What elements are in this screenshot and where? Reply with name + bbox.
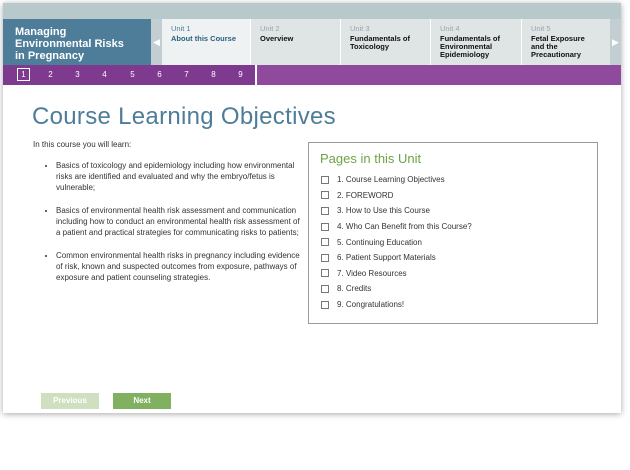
course-title-line: in Pregnancy — [15, 50, 85, 62]
unit-number: Unit 2 — [260, 24, 280, 33]
page-link-item[interactable] — [321, 203, 472, 219]
page-link-label: 6. Patient Support Materials — [337, 253, 436, 263]
page-link-label: 7. Video Resources — [337, 268, 407, 278]
page-link-label: 2. FOREWORD — [337, 190, 394, 200]
page-number-3[interactable]: 3 — [75, 70, 80, 79]
unit-tab-1[interactable] — [162, 19, 251, 65]
unit-tab-4[interactable] — [431, 19, 522, 65]
page-number-9[interactable]: 9 — [238, 70, 243, 79]
previous-button[interactable]: Previous — [41, 393, 99, 409]
checkbox-icon[interactable] — [321, 176, 329, 184]
learning-objectives-list — [40, 160, 301, 295]
pages-panel-title: Pages in this Unit — [320, 151, 422, 166]
page-link-label: 3. How to Use this Course — [337, 206, 430, 216]
unit-name: About this Course — [171, 34, 236, 43]
unit-name: Fetal Exposure and the Precautionary — [531, 34, 585, 59]
page-title: Course Learning Objectives — [32, 103, 336, 130]
course-title — [3, 19, 151, 65]
page-link-label: 9. Congratulations! — [337, 300, 405, 310]
page-number-8[interactable]: 8 — [211, 70, 216, 79]
unit-header — [3, 19, 621, 65]
unit-scroll-right-button[interactable] — [610, 19, 621, 65]
intro-text: In this course you will learn: — [33, 140, 132, 149]
unit-number: Unit 4 — [440, 24, 460, 33]
page-link-item[interactable] — [321, 266, 472, 282]
page-number-1[interactable]: 1 — [17, 68, 30, 81]
checkbox-icon[interactable] — [321, 238, 329, 246]
page-number-4[interactable]: 4 — [102, 70, 107, 79]
checkbox-icon[interactable] — [321, 223, 329, 231]
objective-item: • Basics of toxicology and epidemiology including how environmental risks are identified and evaluated and why the embryo/fetus is vulnerable; — [56, 160, 301, 193]
unit-name: Fundamentals of Toxicology — [350, 34, 411, 51]
checkbox-icon[interactable] — [321, 207, 329, 215]
checkbox-icon[interactable] — [321, 301, 329, 309]
unit-name: Overview — [260, 34, 294, 43]
course-title-line: Managing — [15, 26, 67, 38]
page-link-label: 8. Credits — [337, 284, 372, 294]
unit-number: Unit 1 — [171, 24, 191, 33]
unit-number: Unit 5 — [531, 24, 551, 33]
pages-in-unit-panel — [308, 142, 598, 324]
next-button[interactable]: Next — [113, 393, 171, 409]
unit-number: Unit 3 — [350, 24, 370, 33]
checkbox-icon[interactable] — [321, 285, 329, 293]
page-link-item[interactable] — [321, 188, 472, 204]
course-title-line: Environmental Risks — [15, 38, 124, 50]
unit-tab-2[interactable] — [251, 19, 341, 65]
pages-list — [321, 172, 472, 312]
checkbox-icon[interactable] — [321, 269, 329, 277]
chevron-right-icon: ▶ — [612, 36, 619, 47]
page-link-item[interactable] — [321, 172, 472, 188]
page-link-label: 1. Course Learning Objectives — [337, 175, 445, 185]
unit-name: Fundamentals of Environmental Epidemiology — [440, 34, 501, 59]
chevron-left-icon: ◀ — [153, 36, 160, 47]
top-strip — [3, 3, 621, 19]
page-numbers — [3, 65, 257, 85]
course-window — [3, 3, 621, 413]
page-number-7[interactable]: 7 — [184, 70, 189, 79]
page-link-item[interactable] — [321, 234, 472, 250]
page-link-label: 5. Continuing Education — [337, 237, 422, 247]
checkbox-icon[interactable] — [321, 254, 329, 262]
page-number-6[interactable]: 6 — [157, 70, 162, 79]
unit-tab-5[interactable] — [522, 19, 610, 65]
unit-tab-3[interactable] — [341, 19, 431, 65]
page-link-item[interactable] — [321, 297, 472, 313]
objective-item: • Common environmental health risks in pregnancy including evidence of risk, known and suspected outcomes from exposure, pathways of exposure and patient counseling strategies. — [56, 250, 301, 283]
objective-item: • Basics of environmental health risk assessment and communication including how to conduct an environmental health risk assessment of a patient and practical strategies for communicating risks to patients; — [56, 205, 301, 238]
page-link-item[interactable] — [321, 219, 472, 235]
page-link-item[interactable] — [321, 281, 472, 297]
page-navigation-bar — [3, 65, 621, 85]
page-number-5[interactable]: 5 — [130, 70, 135, 79]
page-link-label: 4. Who Can Benefit from this Course? — [337, 222, 472, 232]
page-number-2[interactable]: 2 — [48, 70, 53, 79]
checkbox-icon[interactable] — [321, 191, 329, 199]
page-link-item[interactable] — [321, 250, 472, 266]
unit-scroll-left-button[interactable] — [151, 19, 162, 65]
